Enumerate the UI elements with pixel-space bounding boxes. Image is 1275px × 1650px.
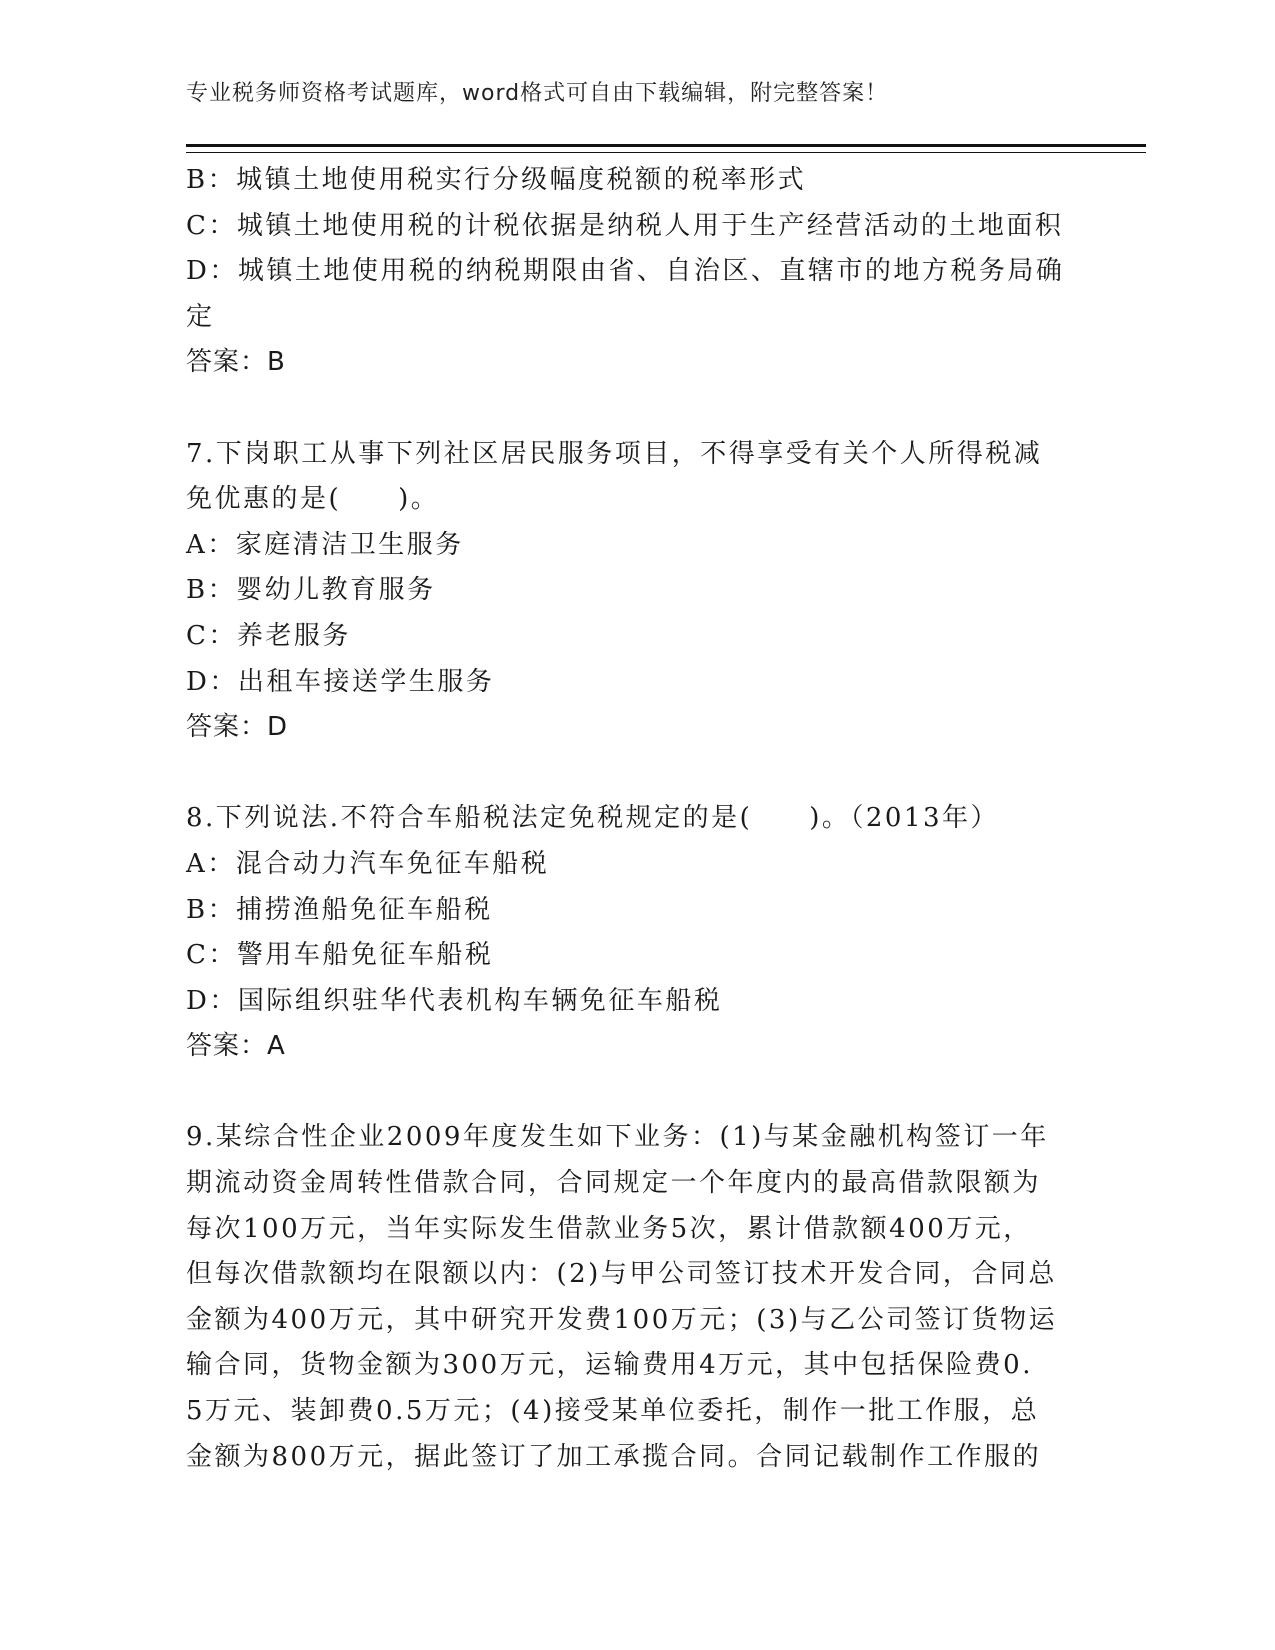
question-stem: 输合同，货物金额为300万元，运输费用4万元，其中包括保险费0.	[186, 1350, 1033, 1381]
header-divider	[186, 144, 1146, 153]
question-stem: 金额为400万元，其中研究开发费100万元；(3)与乙公司签订货物运	[186, 1304, 1058, 1335]
option-d-continued: 定	[186, 301, 215, 332]
answer: 答案：B	[186, 347, 286, 378]
question-stem: 但每次借款额均在限额以内：(2)与甲公司签订技术开发合同，合同总	[186, 1259, 1057, 1290]
document-body	[186, 158, 1086, 1480]
option-d: D：出租车接送学生服务	[186, 666, 495, 697]
option-d: D：国际组织驻华代表机构车辆免征车船税	[186, 985, 723, 1016]
option-c: C：警用车船免征车船税	[186, 940, 494, 971]
answer: 答案：D	[186, 712, 289, 743]
option-a: A：家庭清洁卫生服务	[186, 529, 464, 560]
option-c: C：养老服务	[186, 620, 351, 651]
question-8	[186, 796, 1086, 1070]
option-a: A：混合动力汽车免征车船税	[186, 848, 550, 879]
option-c: C：城镇土地使用税的计税依据是纳税人用于生产经营活动的土地面积	[186, 210, 1064, 241]
question-7	[186, 432, 1086, 751]
question-stem: 7.下岗职工从事下列社区居民服务项目，不得享受有关个人所得税减	[186, 438, 1043, 469]
question-9	[186, 1115, 1086, 1480]
question-stem: 免优惠的是( )。	[186, 484, 440, 515]
option-b: B：婴幼儿教育服务	[186, 575, 436, 606]
option-d: D：城镇土地使用税的纳税期限由省、自治区、直辖市的地方税务局确	[186, 256, 1065, 287]
question-stem: 期流动资金周转性借款合同，合同规定一个年度内的最高借款限额为	[186, 1168, 1042, 1199]
answer: 答案：A	[186, 1031, 286, 1062]
question-stem: 5万元、装卸费0.5万元；(4)接受某单位委托，制作一批工作服，总	[186, 1396, 1040, 1427]
question-stem: 金额为800万元，据此签订了加工承揽合同。合同记载制作工作服的	[186, 1441, 1042, 1472]
question-6-tail	[186, 158, 1086, 386]
question-stem: 每次100万元，当年实际发生借款业务5次，累计借款额400万元，	[186, 1213, 1032, 1244]
page-header: 专业税务师资格考试题库，word格式可自由下载编辑，附完整答案！	[186, 81, 889, 106]
option-b: B：城镇土地使用税实行分级幅度税额的税率形式	[186, 165, 807, 195]
option-b: B：捕捞渔船免征车船税	[186, 894, 493, 925]
question-stem: 9.某综合性企业2009年度发生如下业务：(1)与某金融机构签订一年	[186, 1122, 1049, 1153]
question-stem: 8.下列说法.不符合车船税法定免税规定的是( )。（2013年）	[186, 803, 1000, 834]
